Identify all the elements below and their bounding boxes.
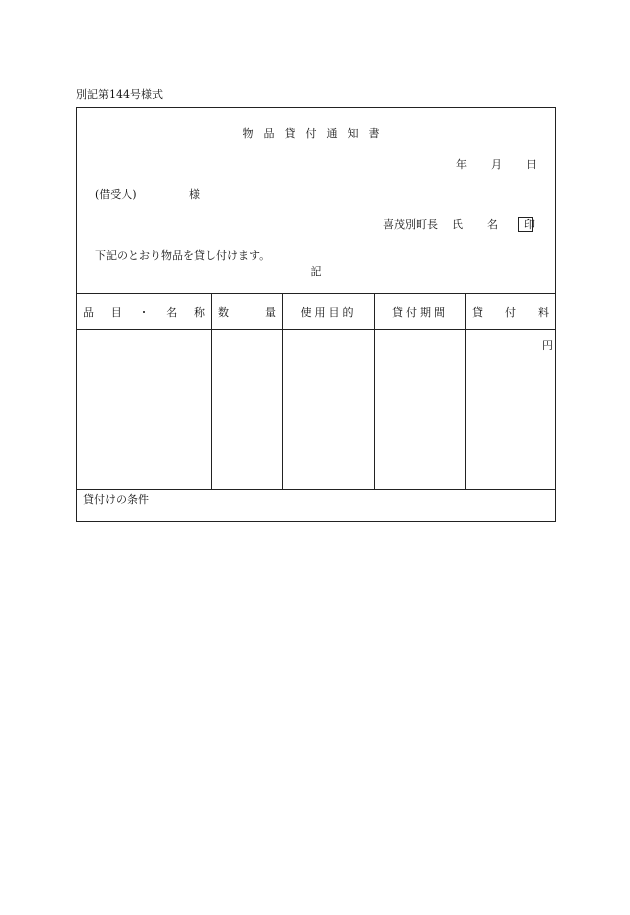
date-day: 日 (526, 158, 537, 171)
header-divider (77, 329, 555, 330)
header-quantity (212, 304, 282, 320)
statement-text: 下記のとおり物品を貸し付けます。 (95, 249, 271, 262)
header-char: 貸 (472, 306, 483, 319)
header-period: 貸付期間 (392, 306, 448, 319)
column-divider (282, 294, 283, 489)
header-char: ・ (138, 306, 150, 319)
borrower-label: (借受人) (95, 188, 137, 201)
seal-box (518, 217, 533, 232)
header-char: 料 (538, 306, 549, 319)
header-char: 称 (194, 306, 205, 319)
item-table (77, 293, 555, 490)
header-purpose: 使用目的 (300, 306, 357, 319)
borrower-honorific: 様 (189, 188, 200, 201)
header-char: 品 (83, 306, 94, 319)
column-divider (211, 294, 212, 489)
name-label-2: 名 (487, 218, 498, 231)
date-year: 年 (456, 158, 467, 171)
header-char: 目 (110, 306, 122, 319)
form-title: 物品貸付通知書 (242, 127, 390, 140)
seal-label: 印 (524, 218, 535, 231)
header-fee (466, 304, 555, 320)
column-divider (465, 294, 466, 489)
issuer-title: 喜茂別町長 (383, 218, 438, 231)
conditions-label: 貸付けの条件 (83, 493, 149, 506)
date-month: 月 (491, 158, 502, 171)
column-divider (374, 294, 375, 489)
header-char: 名 (166, 306, 178, 319)
name-label-1: 氏 (452, 218, 463, 231)
issuer-line (383, 216, 535, 233)
form-number-label: 別記第144号様式 (76, 88, 163, 101)
header-char: 数 (218, 306, 229, 319)
header-char: 量 (265, 306, 276, 319)
header-item-name (77, 304, 211, 320)
fee-unit: 円 (542, 339, 553, 352)
ki-label: 記 (310, 265, 322, 278)
date-line (456, 156, 537, 172)
notice-form (76, 107, 556, 522)
header-char: 付 (505, 306, 516, 319)
